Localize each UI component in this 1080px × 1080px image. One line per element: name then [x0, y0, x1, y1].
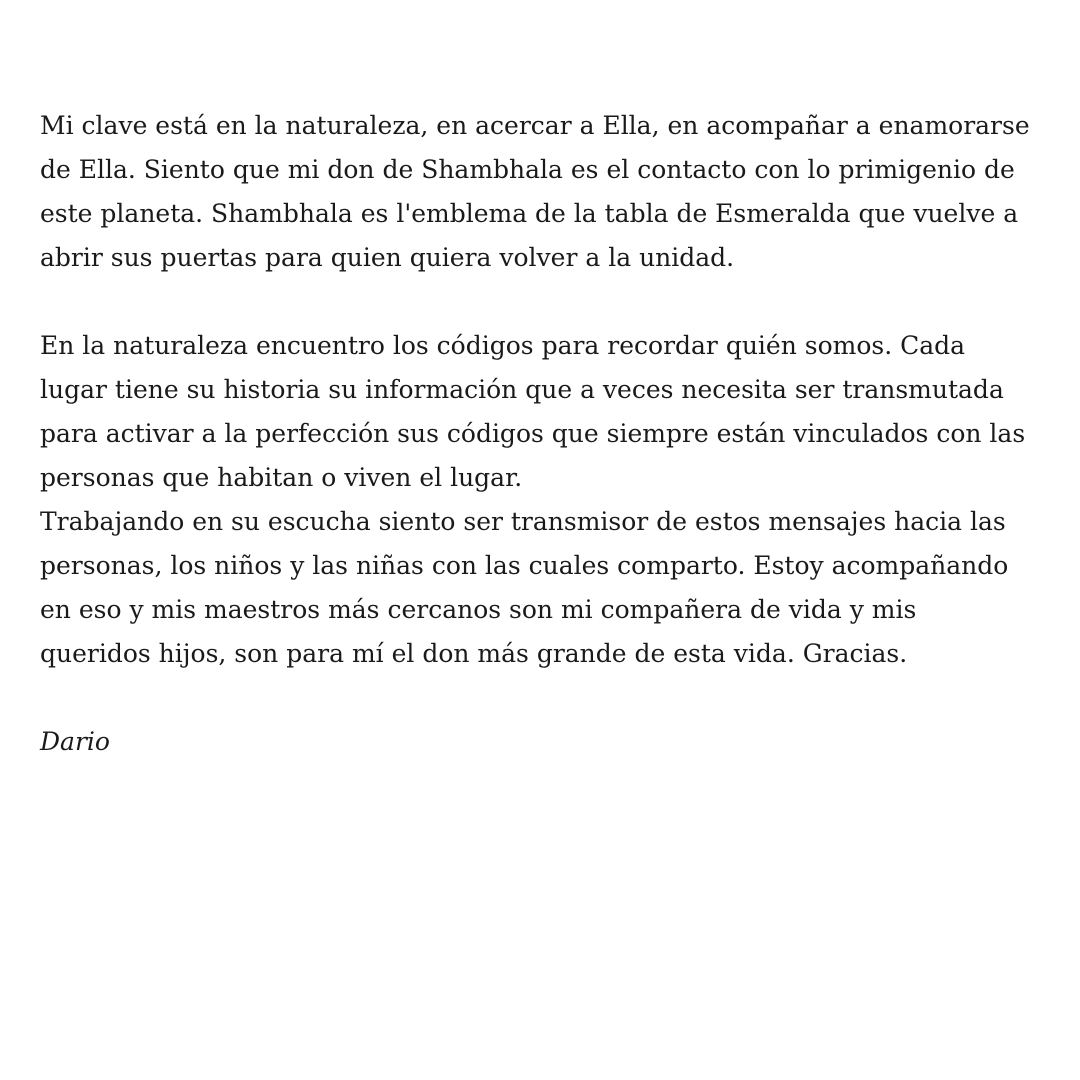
paragraph-2-line: lugar tiene su historia su información que a veces necesita ser transmutada: [40, 375, 1004, 404]
paragraph-1-line: este planeta. Shambhala es l'emblema de la tabla de Esmeralda que vuelve a: [40, 199, 1019, 228]
paragraph-3-line: queridos hijos, son para mí el don más grande de esta vida. Gracias.: [40, 639, 908, 668]
paragraph-2-line: para activar a la perfección sus códigos que siempre están vinculados con las: [40, 419, 1026, 448]
paragraph-2-line: personas que habitan o viven el lugar.: [40, 463, 523, 492]
paragraph-3-line: Trabajando en su escucha siento ser transmisor de estos mensajes hacia las: [40, 507, 1006, 536]
paragraph-1: [40, 104, 1050, 280]
paragraph-1-line: Mi clave está en la naturaleza, en acercar a Ella, en acompañar a enamorarse: [40, 111, 1030, 140]
paragraph-gap: [40, 280, 1050, 324]
paragraph-3-line: personas, los niños y las niñas con las cuales comparto. Estoy acompañando: [40, 551, 1009, 580]
paragraph-2: [40, 324, 1050, 500]
paragraph-2-line: En la naturaleza encuentro los códigos para recordar quién somos. Cada: [40, 331, 966, 360]
signature: Dario: [40, 727, 110, 756]
paragraph-1-line: abrir sus puertas para quien quiera volver a la unidad.: [40, 243, 735, 272]
paragraph-3: [40, 500, 1050, 676]
paragraph-3-line: en eso y mis maestros más cercanos son mi compañera de vida y mis: [40, 595, 917, 624]
paragraph-1-line: de Ella. Siento que mi don de Shambhala es el contacto con lo primigenio de: [40, 155, 1015, 184]
signature-gap: [40, 676, 1050, 720]
letter-body: [40, 104, 1050, 764]
